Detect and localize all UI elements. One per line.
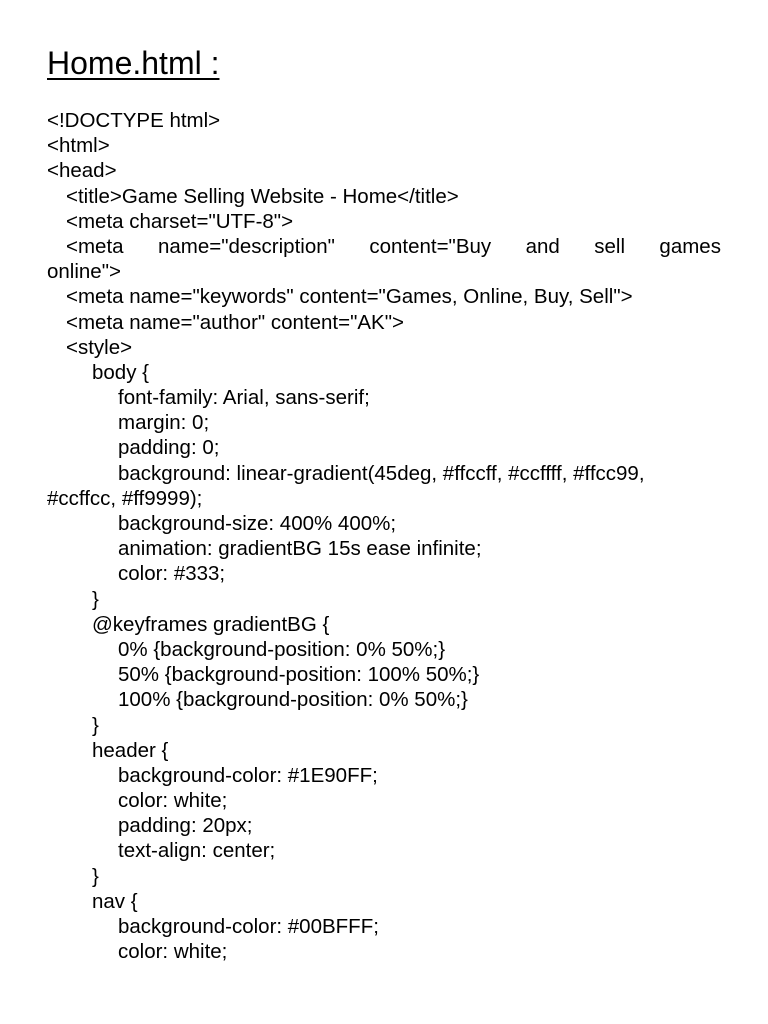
code-line-continuation: #ccffcc, #ff9999); [47,486,203,510]
code-line: color: white; [118,940,228,964]
code-word: <meta [66,234,124,258]
code-word: sell [594,234,625,258]
code-line: @keyframes gradientBG { [92,612,330,636]
code-line: padding: 0; [118,436,220,460]
code-line: nav { [92,889,138,913]
code-word: and [525,234,560,258]
code-listing [47,108,721,964]
code-line: font-family: Arial, sans-serif; [118,386,370,410]
code-line: <style> [66,335,133,359]
code-line: text-align: center; [118,839,276,863]
code-line-continuation: online"> [47,260,121,284]
code-line: } [92,587,99,611]
code-line: 0% {background-position: 0% 50%;} [118,637,446,661]
code-line: <meta name="author" content="AK"> [66,310,404,334]
code-line: background-color: #1E90FF; [118,763,378,787]
code-line: margin: 0; [118,411,210,435]
code-line: background-color: #00BFFF; [118,915,379,938]
code-line: background-size: 400% 400%; [118,512,397,535]
code-line: <title>Game Selling Website - Home</title> [66,184,459,208]
code-line: } [92,713,99,737]
code-line: header { [92,738,169,762]
code-word: games [659,234,721,258]
code-line: background: linear-gradient(45deg, #ffccff, #ccffff, #ffcc99, [118,461,645,485]
code-line: <html> [47,134,110,158]
code-line: <!DOCTYPE html> [47,109,221,132]
code-line: <meta name="keywords" content="Games, Online, Buy, Sell"> [66,285,633,309]
code-line: 50% {background-position: 100% 50%;} [118,663,480,687]
code-line: 100% {background-position: 0% 50%;} [118,688,468,712]
code-line: <head> [47,159,117,183]
code-line: body { [92,360,149,384]
code-line: color: #333; [118,562,226,586]
code-line: <meta charset="UTF-8"> [66,209,294,233]
code-line [47,234,721,259]
code-word: name="description" [157,234,335,258]
code-line: animation: gradientBG 15s ease infinite; [118,537,482,561]
code-line: padding: 20px; [118,814,253,838]
code-line: color: white; [118,789,228,813]
code-word: content="Buy [369,234,492,258]
document-title: Home.html : [47,45,220,81]
code-line: } [92,864,99,888]
